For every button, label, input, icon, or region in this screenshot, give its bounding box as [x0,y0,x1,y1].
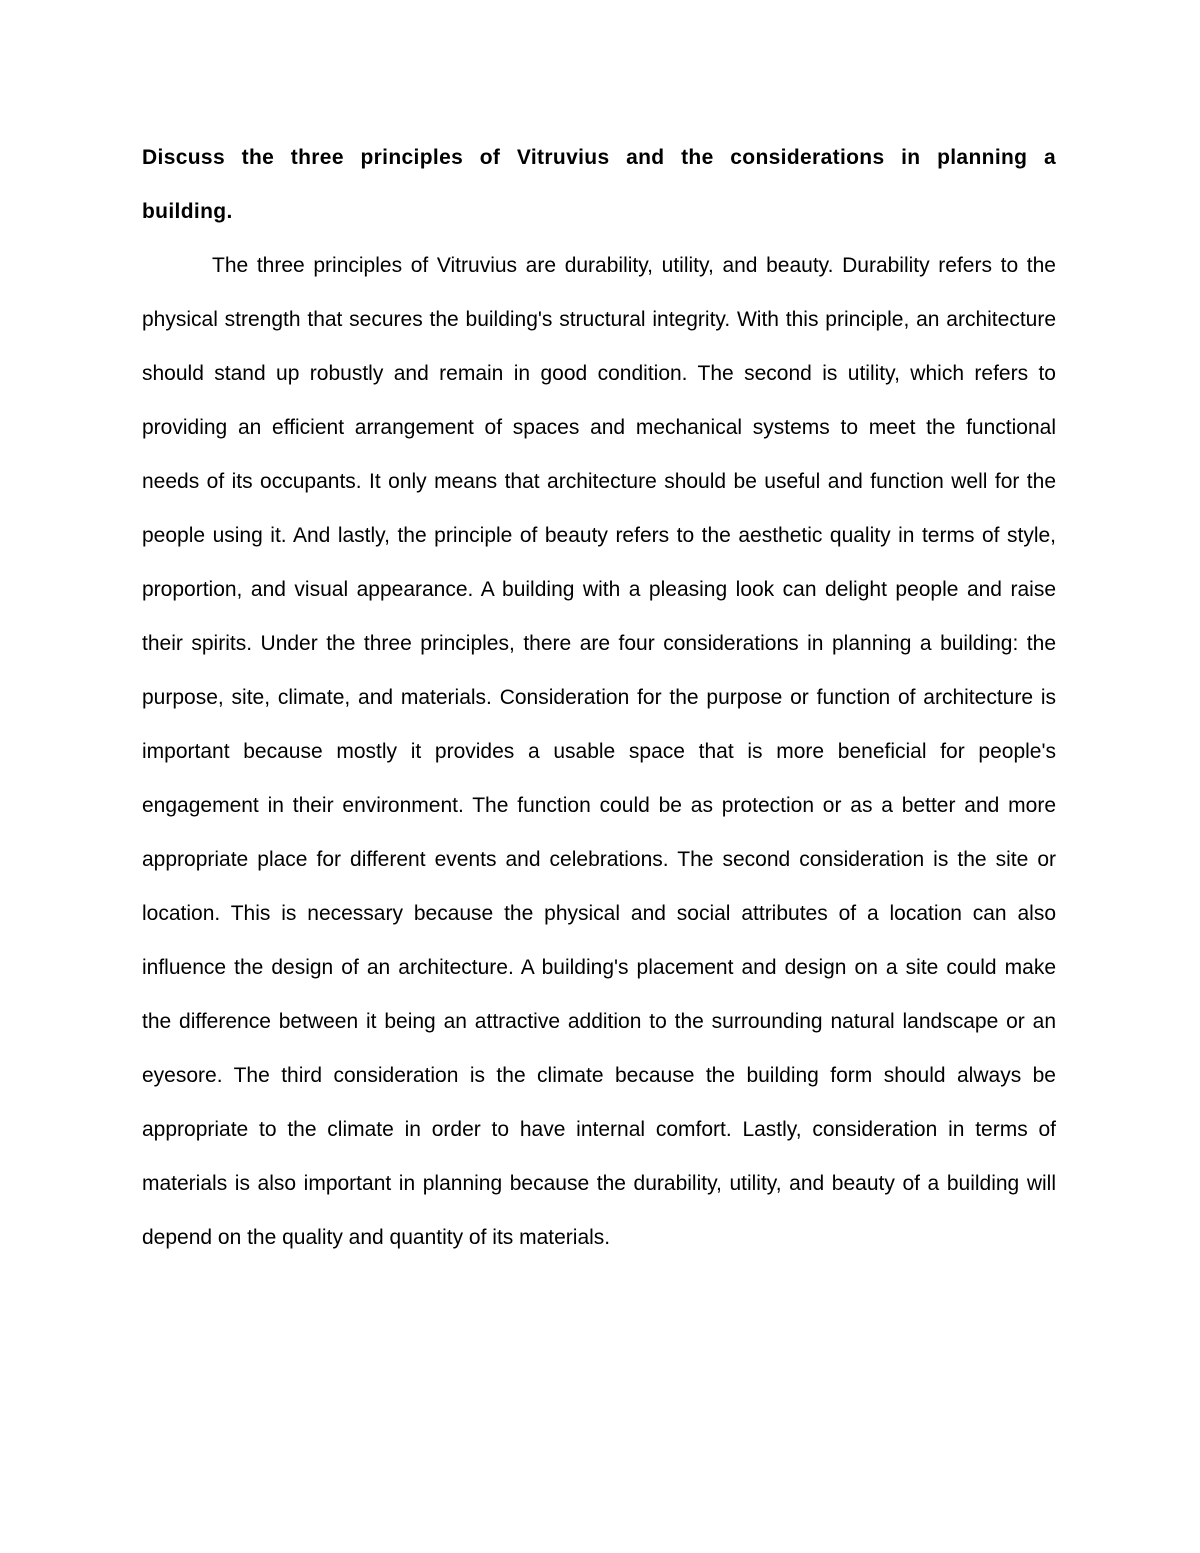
body-paragraph: The three principles of Vitruvius are durability, utility, and beauty. Durability refers to the physical strength that secures the building's structural integrity. With this principle, an architecture should stand up robustly and remain in good condition. The second is utility, which refers to providing an efficient arrangement of spaces and mechanical systems to meet the functional needs of its occupants. It only means that architecture should be useful and function well for the people using it. And lastly, the principle of beauty refers to the aesthetic quality in terms of style, proportion, and visual appearance. A building with a pleasing look can delight people and raise their spirits. Under the three principles, there are four considerations in planning a building: the purpose, site, climate, and materials. Consideration for the purpose or function of architecture is important because mostly it provides a usable space that is more beneficial for people's engagement in their environment. The function could be as protection or as a better and more appropriate place for different events and celebrations. The second consideration is the site or location. This is necessary because the physical and social attributes of a location can also influence the design of an architecture. A building's placement and design on a site could make the difference between it being an attractive addition to the surrounding natural landscape or an eyesore. The third consideration is the climate because the building form should always be appropriate to the climate in order to have internal comfort. Lastly, consideration in terms of materials is also important in planning because the durability, utility, and beauty of a building will depend on the quality and quantity of its materials. [142,254,1056,1249]
document-content [142,131,1056,1265]
document-title: Discuss the three principles of Vitruvius and the considerations in planning a building. [142,146,1056,223]
